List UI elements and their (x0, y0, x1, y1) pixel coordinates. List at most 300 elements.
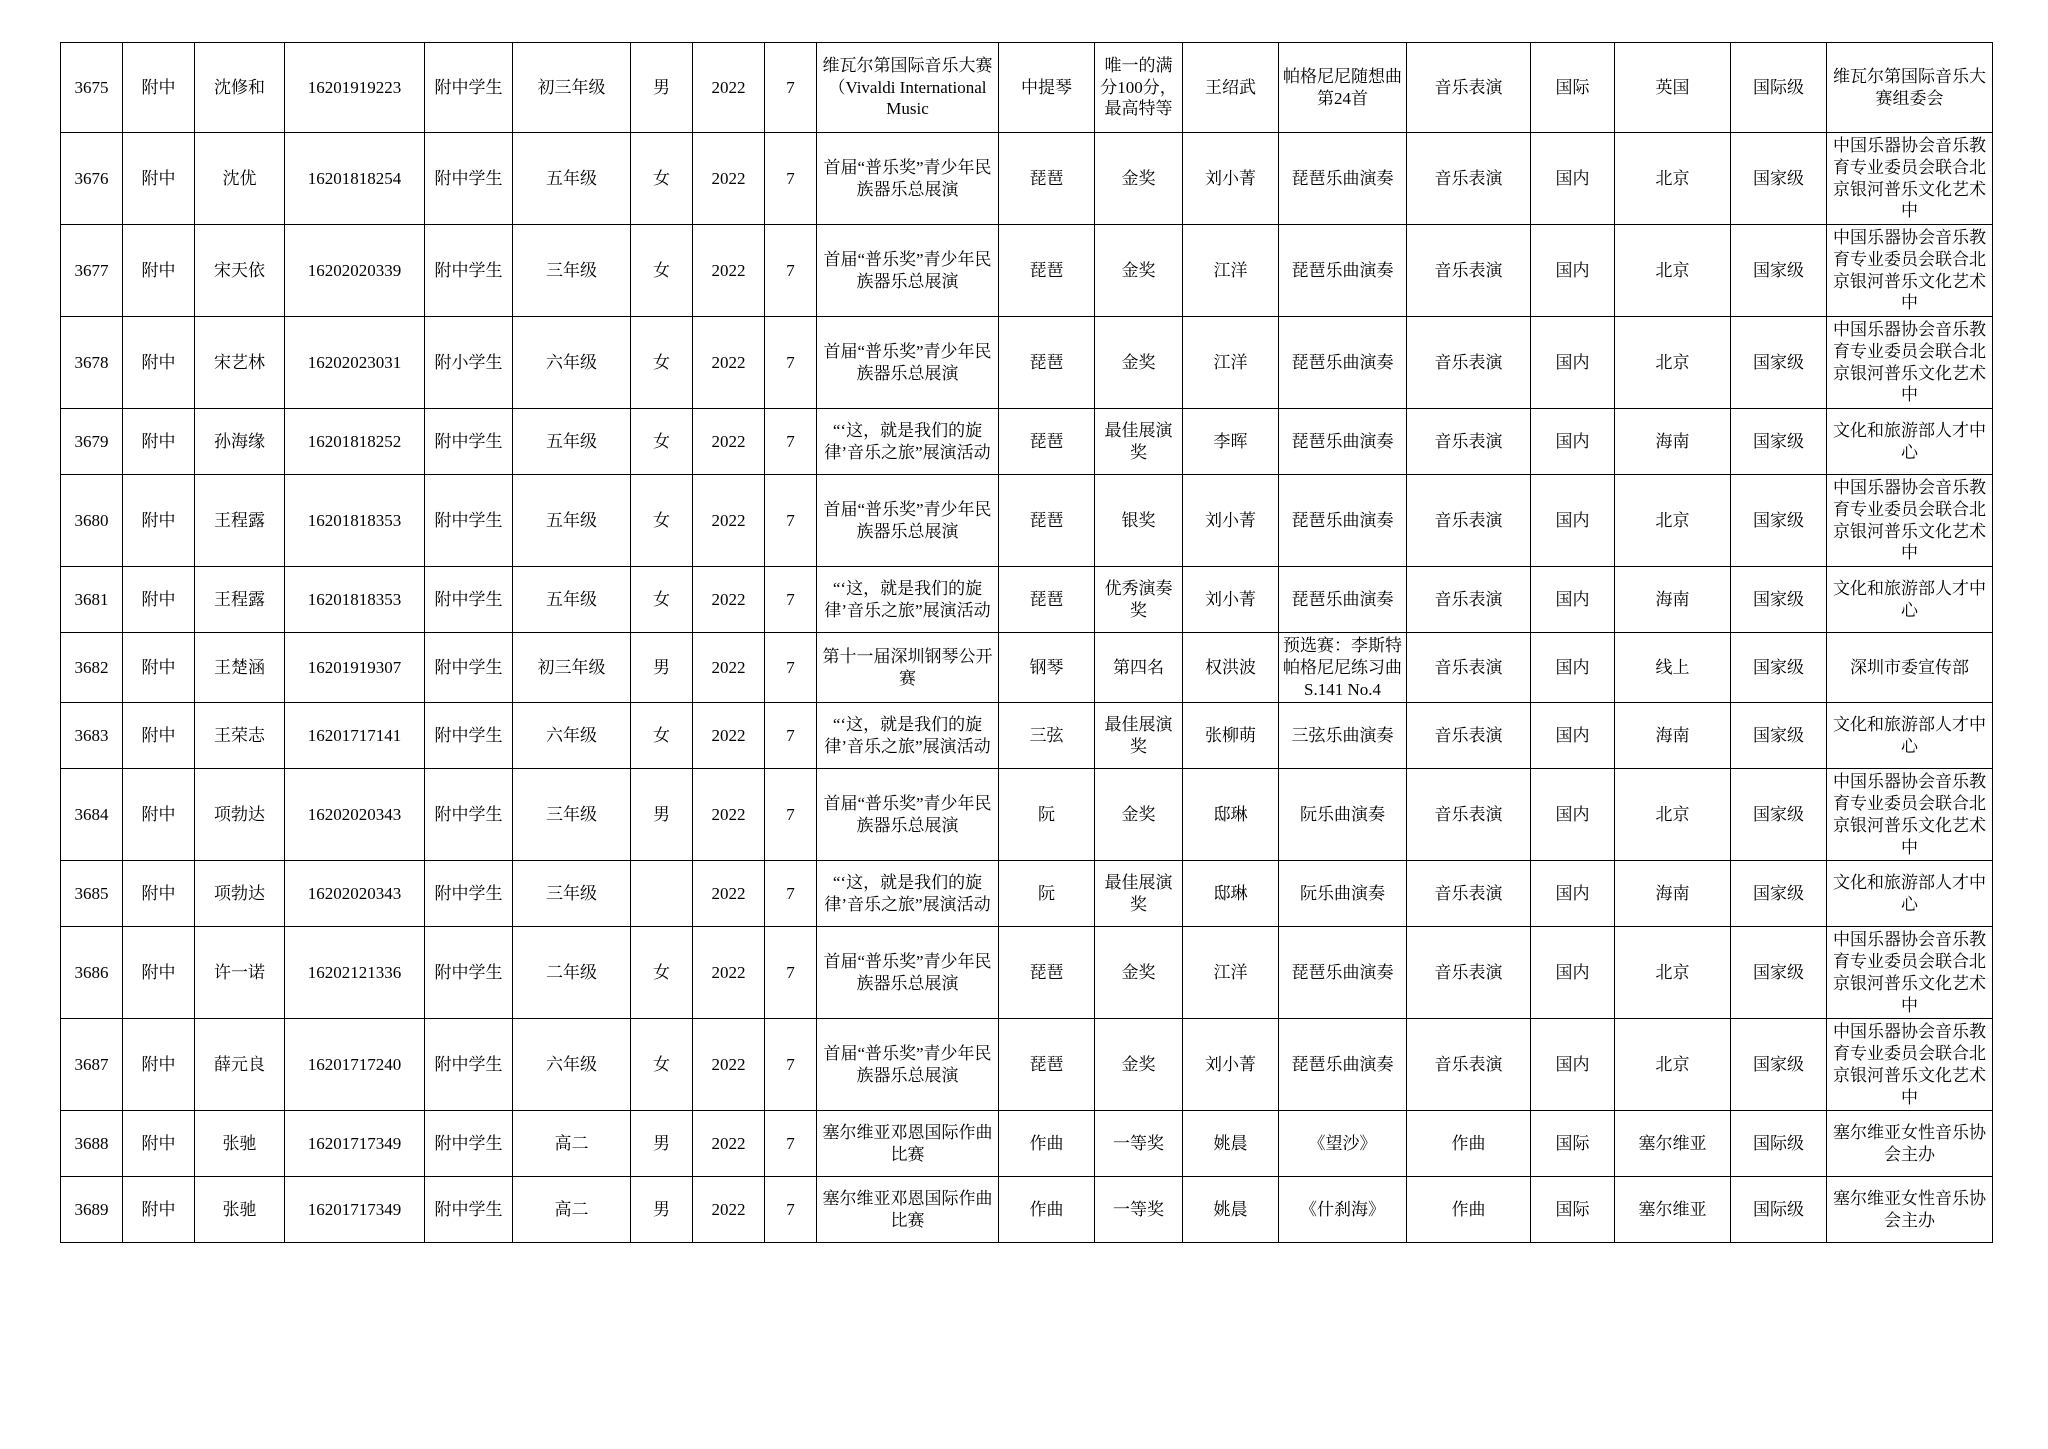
cell-repertoire: 《什刹海》 (1279, 1177, 1407, 1243)
cell-identity: 附中学生 (425, 409, 513, 475)
cell-gender: 男 (631, 769, 693, 861)
cell-award: 最佳展演奖 (1095, 409, 1183, 475)
cell-instrument: 阮 (999, 861, 1095, 927)
cell-instrument: 琵琶 (999, 317, 1095, 409)
cell-name: 王楚涵 (195, 633, 285, 703)
cell-award: 第四名 (1095, 633, 1183, 703)
cell-organizer: 深圳市委宣传部 (1827, 633, 1993, 703)
award-records-table (60, 42, 1993, 1243)
cell-year: 2022 (693, 1177, 765, 1243)
cell-unit: 附中 (123, 927, 195, 1019)
cell-scope: 国内 (1531, 703, 1615, 769)
cell-scope: 国内 (1531, 225, 1615, 317)
cell-name: 王程露 (195, 475, 285, 567)
cell-gender: 男 (631, 633, 693, 703)
cell-grade: 初三年级 (513, 633, 631, 703)
cell-teacher: 刘小菁 (1183, 475, 1279, 567)
cell-index: 3682 (61, 633, 123, 703)
cell-name: 薛元良 (195, 1019, 285, 1111)
cell-repertoire: 《望沙》 (1279, 1111, 1407, 1177)
cell-organizer: 中国乐器协会音乐教育专业委员会联合北京银河普乐文化艺术中 (1827, 475, 1993, 567)
cell-location: 海南 (1615, 703, 1731, 769)
cell-repertoire: 预选赛：李斯特 帕格尼尼练习曲S.141 No.4 (1279, 633, 1407, 703)
cell-name: 张驰 (195, 1177, 285, 1243)
cell-teacher: 江洋 (1183, 927, 1279, 1019)
cell-repertoire: 三弦乐曲演奏 (1279, 703, 1407, 769)
cell-grade: 五年级 (513, 475, 631, 567)
cell-year: 2022 (693, 43, 765, 133)
cell-level: 国际级 (1731, 1111, 1827, 1177)
cell-gender: 女 (631, 225, 693, 317)
cell-location: 北京 (1615, 769, 1731, 861)
cell-instrument: 作曲 (999, 1111, 1095, 1177)
cell-student-id: 16201717141 (285, 703, 425, 769)
cell-instrument: 作曲 (999, 1177, 1095, 1243)
cell-grade: 三年级 (513, 225, 631, 317)
cell-gender: 女 (631, 475, 693, 567)
cell-grade: 五年级 (513, 133, 631, 225)
table-row (61, 633, 1993, 703)
table-row (61, 133, 1993, 225)
cell-level: 国家级 (1731, 567, 1827, 633)
cell-year: 2022 (693, 317, 765, 409)
cell-index: 3680 (61, 475, 123, 567)
cell-student-id: 16201818353 (285, 475, 425, 567)
cell-index: 3689 (61, 1177, 123, 1243)
cell-grade: 高二 (513, 1177, 631, 1243)
cell-location: 英国 (1615, 43, 1731, 133)
cell-unit: 附中 (123, 703, 195, 769)
cell-month: 7 (765, 225, 817, 317)
cell-discipline: 音乐表演 (1407, 927, 1531, 1019)
cell-competition: 首届“普乐奖”青少年民族器乐总展演 (817, 225, 999, 317)
table-row (61, 225, 1993, 317)
cell-organizer: 文化和旅游部人才中心 (1827, 861, 1993, 927)
cell-organizer: 中国乐器协会音乐教育专业委员会联合北京银河普乐文化艺术中 (1827, 1019, 1993, 1111)
cell-award: 金奖 (1095, 225, 1183, 317)
cell-unit: 附中 (123, 409, 195, 475)
cell-discipline: 音乐表演 (1407, 567, 1531, 633)
cell-unit: 附中 (123, 43, 195, 133)
cell-name: 项勃达 (195, 769, 285, 861)
cell-teacher: 张柳萌 (1183, 703, 1279, 769)
cell-scope: 国际 (1531, 1177, 1615, 1243)
cell-level: 国家级 (1731, 409, 1827, 475)
cell-location: 北京 (1615, 927, 1731, 1019)
cell-teacher: 李晖 (1183, 409, 1279, 475)
cell-unit: 附中 (123, 225, 195, 317)
cell-teacher: 王绍武 (1183, 43, 1279, 133)
cell-student-id: 16201818254 (285, 133, 425, 225)
cell-scope: 国内 (1531, 317, 1615, 409)
cell-repertoire: 琵琶乐曲演奏 (1279, 1019, 1407, 1111)
cell-student-id: 16201818353 (285, 567, 425, 633)
cell-repertoire: 琵琶乐曲演奏 (1279, 475, 1407, 567)
cell-location: 线上 (1615, 633, 1731, 703)
cell-unit: 附中 (123, 1111, 195, 1177)
cell-level: 国家级 (1731, 317, 1827, 409)
cell-location: 北京 (1615, 225, 1731, 317)
cell-teacher: 刘小菁 (1183, 1019, 1279, 1111)
cell-repertoire: 琵琶乐曲演奏 (1279, 317, 1407, 409)
cell-student-id: 16202020343 (285, 769, 425, 861)
cell-award: 金奖 (1095, 133, 1183, 225)
cell-year: 2022 (693, 861, 765, 927)
cell-month: 7 (765, 133, 817, 225)
cell-month: 7 (765, 633, 817, 703)
cell-level: 国家级 (1731, 133, 1827, 225)
cell-organizer: 维瓦尔第国际音乐大赛组委会 (1827, 43, 1993, 133)
cell-year: 2022 (693, 409, 765, 475)
cell-level: 国家级 (1731, 769, 1827, 861)
cell-identity: 附中学生 (425, 1111, 513, 1177)
cell-identity: 附中学生 (425, 225, 513, 317)
cell-name: 宋艺林 (195, 317, 285, 409)
cell-identity: 附中学生 (425, 1019, 513, 1111)
cell-month: 7 (765, 475, 817, 567)
cell-award: 优秀演奏奖 (1095, 567, 1183, 633)
cell-scope: 国内 (1531, 133, 1615, 225)
cell-scope: 国内 (1531, 409, 1615, 475)
cell-organizer: 中国乐器协会音乐教育专业委员会联合北京银河普乐文化艺术中 (1827, 133, 1993, 225)
cell-competition: “‘这，就是我们的旋律’音乐之旅”展演活动 (817, 567, 999, 633)
cell-instrument: 阮 (999, 769, 1095, 861)
cell-index: 3688 (61, 1111, 123, 1177)
cell-award: 最佳展演奖 (1095, 861, 1183, 927)
cell-organizer: 中国乐器协会音乐教育专业委员会联合北京银河普乐文化艺术中 (1827, 769, 1993, 861)
cell-competition: 首届“普乐奖”青少年民族器乐总展演 (817, 927, 999, 1019)
cell-identity: 附中学生 (425, 703, 513, 769)
cell-month: 7 (765, 317, 817, 409)
table-row (61, 861, 1993, 927)
cell-month: 7 (765, 1019, 817, 1111)
cell-year: 2022 (693, 475, 765, 567)
cell-grade: 五年级 (513, 567, 631, 633)
cell-level: 国家级 (1731, 861, 1827, 927)
cell-scope: 国内 (1531, 861, 1615, 927)
cell-award: 金奖 (1095, 317, 1183, 409)
cell-competition: 第十一届深圳钢琴公开赛 (817, 633, 999, 703)
cell-teacher: 姚晨 (1183, 1111, 1279, 1177)
cell-grade: 三年级 (513, 769, 631, 861)
cell-competition: 首届“普乐奖”青少年民族器乐总展演 (817, 133, 999, 225)
cell-location: 北京 (1615, 1019, 1731, 1111)
cell-competition: “‘这，就是我们的旋律’音乐之旅”展演活动 (817, 703, 999, 769)
cell-discipline: 音乐表演 (1407, 1019, 1531, 1111)
cell-location: 塞尔维亚 (1615, 1111, 1731, 1177)
cell-discipline: 音乐表演 (1407, 317, 1531, 409)
cell-organizer: 塞尔维亚女性音乐协会主办 (1827, 1177, 1993, 1243)
cell-name: 王荣志 (195, 703, 285, 769)
cell-index: 3686 (61, 927, 123, 1019)
cell-scope: 国际 (1531, 1111, 1615, 1177)
cell-unit: 附中 (123, 133, 195, 225)
cell-discipline: 音乐表演 (1407, 133, 1531, 225)
cell-discipline: 音乐表演 (1407, 475, 1531, 567)
cell-organizer: 文化和旅游部人才中心 (1827, 409, 1993, 475)
cell-student-id: 16202020343 (285, 861, 425, 927)
cell-repertoire: 帕格尼尼随想曲第24首 (1279, 43, 1407, 133)
cell-gender: 女 (631, 409, 693, 475)
cell-student-id: 16201818252 (285, 409, 425, 475)
cell-year: 2022 (693, 1111, 765, 1177)
cell-identity: 附中学生 (425, 567, 513, 633)
cell-discipline: 音乐表演 (1407, 409, 1531, 475)
cell-student-id: 16201919223 (285, 43, 425, 133)
cell-teacher: 邸琳 (1183, 861, 1279, 927)
cell-organizer: 文化和旅游部人才中心 (1827, 703, 1993, 769)
cell-scope: 国内 (1531, 1019, 1615, 1111)
cell-instrument: 琵琶 (999, 1019, 1095, 1111)
cell-organizer: 中国乐器协会音乐教育专业委员会联合北京银河普乐文化艺术中 (1827, 225, 1993, 317)
cell-name: 孙海缘 (195, 409, 285, 475)
cell-student-id: 16201919307 (285, 633, 425, 703)
table-row (61, 1019, 1993, 1111)
cell-month: 7 (765, 1177, 817, 1243)
cell-competition: 首届“普乐奖”青少年民族器乐总展演 (817, 475, 999, 567)
cell-discipline: 音乐表演 (1407, 861, 1531, 927)
table-row (61, 317, 1993, 409)
cell-month: 7 (765, 927, 817, 1019)
cell-award: 一等奖 (1095, 1111, 1183, 1177)
cell-grade: 三年级 (513, 861, 631, 927)
cell-name: 王程露 (195, 567, 285, 633)
cell-unit: 附中 (123, 317, 195, 409)
cell-competition: 塞尔维亚邓恩国际作曲比赛 (817, 1177, 999, 1243)
cell-instrument: 琵琶 (999, 409, 1095, 475)
cell-instrument: 琵琶 (999, 133, 1095, 225)
cell-discipline: 音乐表演 (1407, 633, 1531, 703)
cell-instrument: 琵琶 (999, 475, 1095, 567)
cell-scope: 国内 (1531, 567, 1615, 633)
cell-year: 2022 (693, 769, 765, 861)
cell-location: 北京 (1615, 133, 1731, 225)
cell-grade: 五年级 (513, 409, 631, 475)
cell-index: 3676 (61, 133, 123, 225)
cell-index: 3681 (61, 567, 123, 633)
cell-identity: 附中学生 (425, 927, 513, 1019)
cell-grade: 初三年级 (513, 43, 631, 133)
cell-instrument: 琵琶 (999, 567, 1095, 633)
cell-level: 国家级 (1731, 475, 1827, 567)
cell-unit: 附中 (123, 861, 195, 927)
cell-instrument: 钢琴 (999, 633, 1095, 703)
cell-level: 国家级 (1731, 633, 1827, 703)
cell-unit: 附中 (123, 475, 195, 567)
cell-competition: 首届“普乐奖”青少年民族器乐总展演 (817, 769, 999, 861)
cell-month: 7 (765, 409, 817, 475)
cell-year: 2022 (693, 633, 765, 703)
cell-unit: 附中 (123, 567, 195, 633)
cell-unit: 附中 (123, 1019, 195, 1111)
cell-year: 2022 (693, 225, 765, 317)
cell-location: 海南 (1615, 409, 1731, 475)
cell-instrument: 三弦 (999, 703, 1095, 769)
cell-award: 金奖 (1095, 769, 1183, 861)
cell-discipline: 音乐表演 (1407, 769, 1531, 861)
cell-scope: 国内 (1531, 475, 1615, 567)
cell-index: 3677 (61, 225, 123, 317)
cell-teacher: 刘小菁 (1183, 133, 1279, 225)
table-row (61, 409, 1993, 475)
cell-year: 2022 (693, 133, 765, 225)
cell-discipline: 作曲 (1407, 1111, 1531, 1177)
cell-award: 金奖 (1095, 927, 1183, 1019)
cell-level: 国际级 (1731, 43, 1827, 133)
cell-identity: 附中学生 (425, 133, 513, 225)
table-row (61, 1111, 1993, 1177)
cell-grade: 六年级 (513, 703, 631, 769)
cell-name: 宋天依 (195, 225, 285, 317)
cell-location: 塞尔维亚 (1615, 1177, 1731, 1243)
cell-teacher: 刘小菁 (1183, 567, 1279, 633)
cell-month: 7 (765, 43, 817, 133)
cell-organizer: 中国乐器协会音乐教育专业委员会联合北京银河普乐文化艺术中 (1827, 927, 1993, 1019)
cell-grade: 六年级 (513, 1019, 631, 1111)
cell-unit: 附中 (123, 633, 195, 703)
cell-gender: 男 (631, 1177, 693, 1243)
cell-index: 3675 (61, 43, 123, 133)
cell-name: 沈修和 (195, 43, 285, 133)
cell-student-id: 16201717349 (285, 1177, 425, 1243)
cell-identity: 附中学生 (425, 475, 513, 567)
table-row (61, 769, 1993, 861)
cell-teacher: 权洪波 (1183, 633, 1279, 703)
cell-index: 3683 (61, 703, 123, 769)
cell-competition: 塞尔维亚邓恩国际作曲比赛 (817, 1111, 999, 1177)
cell-gender: 女 (631, 317, 693, 409)
cell-index: 3687 (61, 1019, 123, 1111)
cell-gender: 女 (631, 927, 693, 1019)
cell-month: 7 (765, 1111, 817, 1177)
cell-repertoire: 琵琶乐曲演奏 (1279, 927, 1407, 1019)
cell-repertoire: 琵琶乐曲演奏 (1279, 225, 1407, 317)
cell-repertoire: 琵琶乐曲演奏 (1279, 133, 1407, 225)
cell-award: 银奖 (1095, 475, 1183, 567)
table-row (61, 703, 1993, 769)
cell-student-id: 16202121336 (285, 927, 425, 1019)
table-row (61, 475, 1993, 567)
cell-repertoire: 琵琶乐曲演奏 (1279, 567, 1407, 633)
cell-organizer: 中国乐器协会音乐教育专业委员会联合北京银河普乐文化艺术中 (1827, 317, 1993, 409)
cell-student-id: 16202023031 (285, 317, 425, 409)
table-row (61, 1177, 1993, 1243)
cell-year: 2022 (693, 1019, 765, 1111)
cell-identity: 附中学生 (425, 861, 513, 927)
cell-student-id: 16202020339 (285, 225, 425, 317)
table-row (61, 43, 1993, 133)
cell-scope: 国内 (1531, 927, 1615, 1019)
cell-instrument: 琵琶 (999, 927, 1095, 1019)
cell-identity: 附小学生 (425, 317, 513, 409)
cell-location: 海南 (1615, 567, 1731, 633)
cell-index: 3679 (61, 409, 123, 475)
cell-competition: 首届“普乐奖”青少年民族器乐总展演 (817, 1019, 999, 1111)
cell-unit: 附中 (123, 1177, 195, 1243)
cell-discipline: 音乐表演 (1407, 225, 1531, 317)
cell-teacher: 邸琳 (1183, 769, 1279, 861)
cell-year: 2022 (693, 927, 765, 1019)
cell-identity: 附中学生 (425, 43, 513, 133)
cell-unit: 附中 (123, 769, 195, 861)
cell-level: 国家级 (1731, 225, 1827, 317)
cell-student-id: 16201717240 (285, 1019, 425, 1111)
cell-gender: 女 (631, 703, 693, 769)
cell-location: 北京 (1615, 317, 1731, 409)
cell-instrument: 琵琶 (999, 225, 1095, 317)
cell-month: 7 (765, 769, 817, 861)
cell-identity: 附中学生 (425, 1177, 513, 1243)
cell-repertoire: 琵琶乐曲演奏 (1279, 409, 1407, 475)
table-body (61, 43, 1993, 1243)
cell-location: 北京 (1615, 475, 1731, 567)
cell-discipline: 音乐表演 (1407, 43, 1531, 133)
cell-grade: 高二 (513, 1111, 631, 1177)
cell-repertoire: 阮乐曲演奏 (1279, 861, 1407, 927)
cell-competition: “‘这，就是我们的旋律’音乐之旅”展演活动 (817, 409, 999, 475)
cell-name: 沈优 (195, 133, 285, 225)
cell-award: 唯一的满分100分，最高特等 (1095, 43, 1183, 133)
cell-level: 国家级 (1731, 1019, 1827, 1111)
cell-grade: 二年级 (513, 927, 631, 1019)
cell-scope: 国内 (1531, 633, 1615, 703)
cell-level: 国家级 (1731, 927, 1827, 1019)
cell-level: 国际级 (1731, 1177, 1827, 1243)
cell-discipline: 音乐表演 (1407, 703, 1531, 769)
cell-gender: 男 (631, 1111, 693, 1177)
cell-teacher: 姚晨 (1183, 1177, 1279, 1243)
cell-gender: 女 (631, 133, 693, 225)
cell-student-id: 16201717349 (285, 1111, 425, 1177)
cell-award: 最佳展演奖 (1095, 703, 1183, 769)
cell-competition: 维瓦尔第国际音乐大赛（Vivaldi International Music (817, 43, 999, 133)
cell-organizer: 塞尔维亚女性音乐协会主办 (1827, 1111, 1993, 1177)
cell-teacher: 江洋 (1183, 225, 1279, 317)
cell-award: 金奖 (1095, 1019, 1183, 1111)
cell-scope: 国际 (1531, 43, 1615, 133)
cell-repertoire: 阮乐曲演奏 (1279, 769, 1407, 861)
cell-year: 2022 (693, 567, 765, 633)
cell-month: 7 (765, 861, 817, 927)
cell-level: 国家级 (1731, 703, 1827, 769)
cell-competition: 首届“普乐奖”青少年民族器乐总展演 (817, 317, 999, 409)
cell-instrument: 中提琴 (999, 43, 1095, 133)
cell-gender: 男 (631, 43, 693, 133)
cell-gender: 女 (631, 567, 693, 633)
cell-gender: 女 (631, 1019, 693, 1111)
cell-name: 许一诺 (195, 927, 285, 1019)
cell-index: 3685 (61, 861, 123, 927)
cell-identity: 附中学生 (425, 633, 513, 703)
cell-month: 7 (765, 703, 817, 769)
cell-index: 3684 (61, 769, 123, 861)
cell-index: 3678 (61, 317, 123, 409)
cell-month: 7 (765, 567, 817, 633)
cell-name: 项勃达 (195, 861, 285, 927)
cell-discipline: 作曲 (1407, 1177, 1531, 1243)
cell-teacher: 江洋 (1183, 317, 1279, 409)
table-row (61, 927, 1993, 1019)
cell-organizer: 文化和旅游部人才中心 (1827, 567, 1993, 633)
cell-competition: “‘这，就是我们的旋律’音乐之旅”展演活动 (817, 861, 999, 927)
cell-identity: 附中学生 (425, 769, 513, 861)
cell-scope: 国内 (1531, 769, 1615, 861)
cell-year: 2022 (693, 703, 765, 769)
table-row (61, 567, 1993, 633)
cell-location: 海南 (1615, 861, 1731, 927)
cell-name: 张驰 (195, 1111, 285, 1177)
cell-gender (631, 861, 693, 927)
